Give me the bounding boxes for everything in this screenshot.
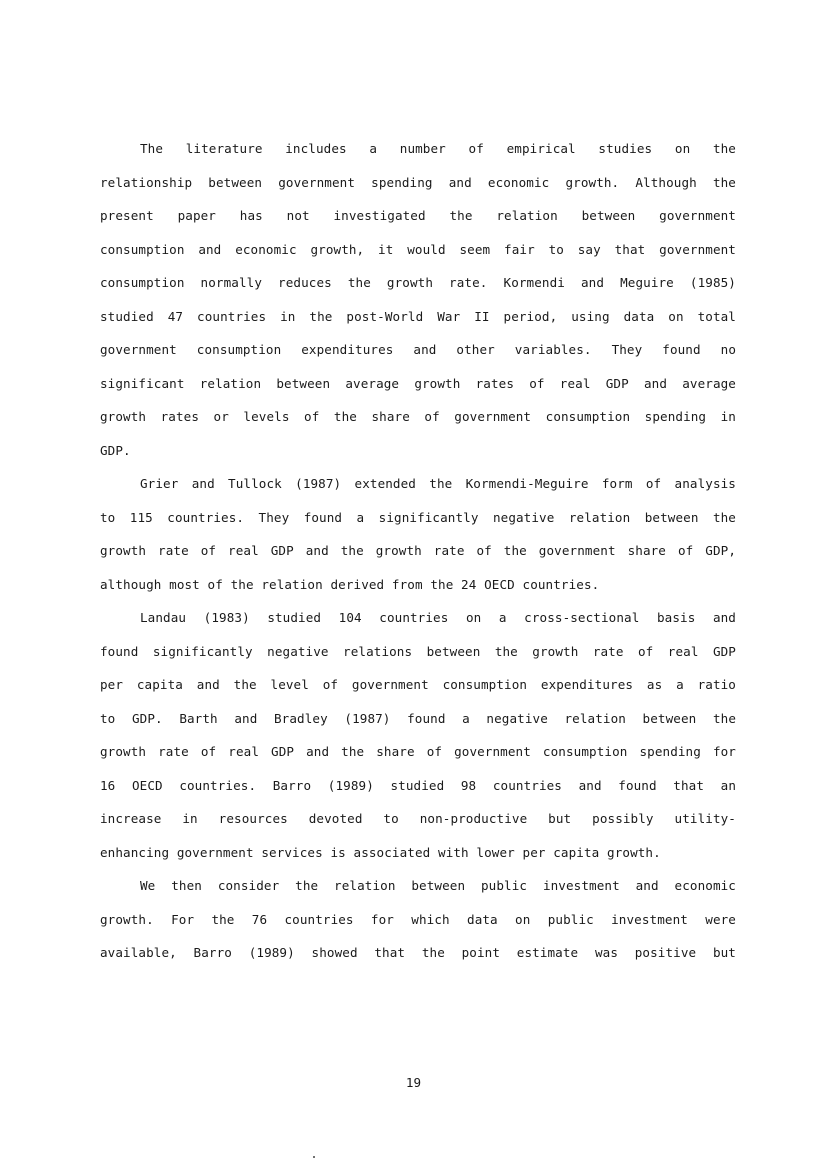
text-line: growth rate of real GDP and the growth rate of the government share of GDP, (100, 543, 736, 558)
text-line: The literature includes a number of empirical studies on the (140, 141, 736, 156)
text-line: to 115 countries. They found a significantly negative relation between the (100, 510, 736, 525)
text-line: consumption normally reduces the growth rate. Kormendi and Meguire (1985) (100, 275, 736, 290)
text-line: consumption and economic growth, it would seem fair to say that government (100, 242, 736, 257)
text-line: Grier and Tullock (1987) extended the Kormendi-Meguire form of analysis (140, 476, 736, 491)
text-line: GDP. (100, 443, 131, 458)
text-line: found significantly negative relations between the growth rate of real GDP (100, 644, 736, 659)
text-line: growth. For the 76 countries for which data on public investment were (100, 912, 736, 927)
text-line: to GDP. Barth and Bradley (1987) found a negative relation between the (100, 711, 736, 726)
scan-speck (313, 1156, 315, 1158)
text-line: increase in resources devoted to non-productive but possibly utility- (100, 811, 736, 826)
text-line: growth rate of real GDP and the share of government consumption spending for (100, 744, 736, 759)
text-line: per capita and the level of government consumption expenditures as a ratio (100, 677, 736, 692)
text-line: We then consider the relation between public investment and economic (140, 878, 736, 893)
text-line: studied 47 countries in the post-World War II period, using data on total (100, 309, 736, 324)
text-line: relationship between government spending and economic growth. Although the (100, 175, 736, 190)
page-number: 19 (405, 1075, 422, 1090)
text-line: enhancing government services is associated with lower per capita growth. (100, 845, 661, 860)
text-line: available, Barro (1989) showed that the point estimate was positive but (100, 945, 736, 960)
text-line: Landau (1983) studied 104 countries on a cross-sectional basis and (140, 610, 736, 625)
text-line: government consumption expenditures and other variables. They found no (100, 342, 736, 357)
text-line: significant relation between average growth rates of real GDP and average (100, 376, 736, 391)
text-line: 16 OECD countries. Barro (1989) studied 98 countries and found that an (100, 778, 736, 793)
text-line: present paper has not investigated the relation between government (100, 208, 736, 223)
text-line: growth rates or levels of the share of government consumption spending in (100, 409, 736, 424)
text-line: although most of the relation derived from the 24 OECD countries. (100, 577, 600, 592)
